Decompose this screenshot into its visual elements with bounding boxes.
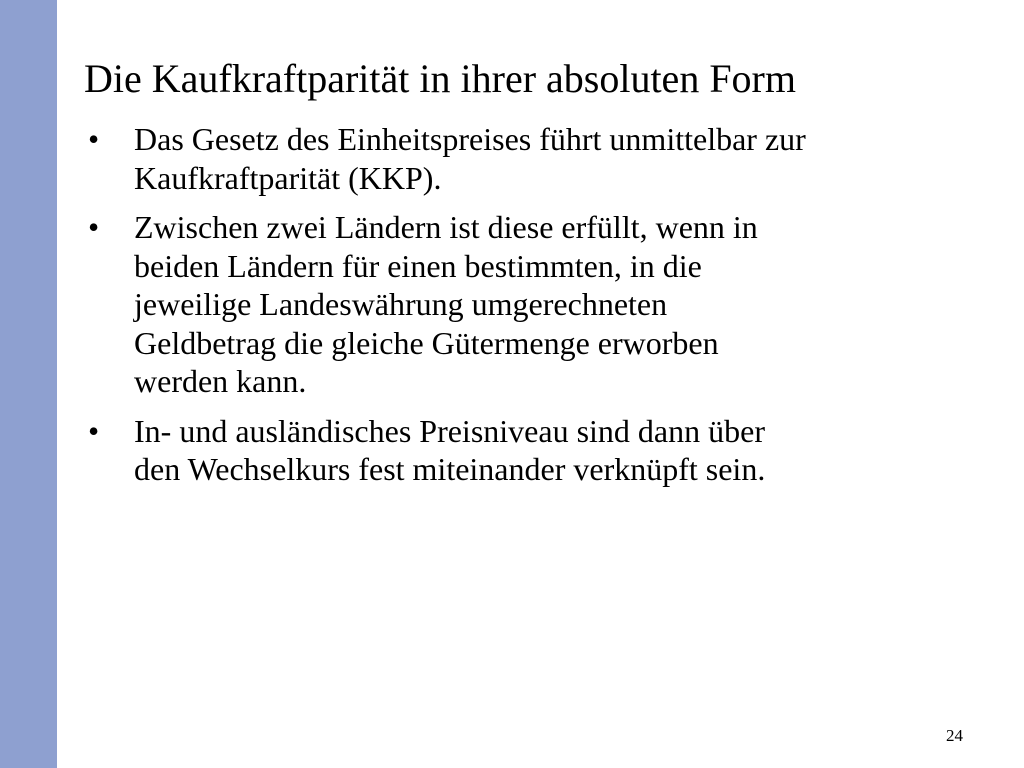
bullet-text [134, 208, 984, 401]
slide-title: Die Kaufkraftparität in ihrer absoluten Form [84, 56, 796, 101]
left-accent-bar [0, 0, 57, 768]
bullet-item [84, 208, 984, 401]
bullet-list [84, 120, 984, 500]
bullet-marker: • [88, 412, 100, 449]
bullet-line: jeweilige Landeswährung umgerechneten [134, 286, 668, 322]
bullet-line: Das Gesetz des Einheitspreises führt unmittelbar zur [134, 121, 806, 157]
bullet-line: beiden Ländern für einen bestimmten, in die [134, 247, 702, 284]
bullet-line: werden kann. [134, 363, 307, 399]
bullet-line: Geldbetrag die gleiche Gütermenge erworben [134, 324, 719, 361]
bullet-line: Kaufkraftparität (KKP). [134, 159, 442, 196]
bullet-text [134, 412, 984, 489]
bullet-item [84, 120, 984, 197]
page-number: 24 [946, 726, 963, 745]
bullet-item [84, 412, 984, 489]
bullet-line: den Wechselkurs fest miteinander verknüpft sein. [134, 451, 766, 487]
bullet-line: Zwischen zwei Ländern ist diese erfüllt, wenn in [134, 209, 758, 245]
bullet-line: In- und ausländisches Preisniveau sind dann über [134, 412, 765, 449]
bullet-marker: • [88, 209, 100, 245]
bullet-text [134, 120, 984, 197]
bullet-marker: • [88, 121, 100, 157]
